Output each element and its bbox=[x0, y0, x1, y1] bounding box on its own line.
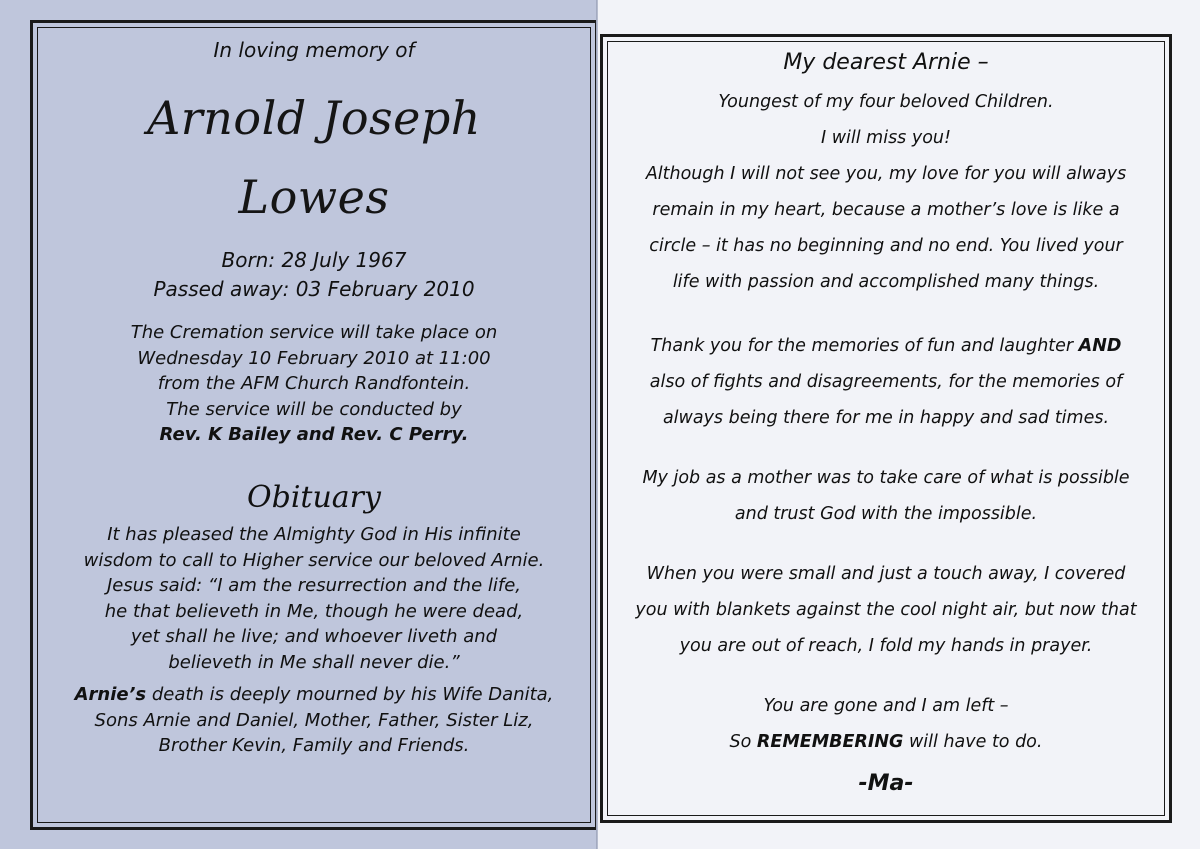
deceased-first-names: Arnold Joseph bbox=[147, 91, 481, 145]
closing2-end: will have to do. bbox=[903, 732, 1043, 752]
letter-line: you are out of reach, I fold my hands in prayer. bbox=[679, 636, 1093, 656]
letter-line: circle – it has no beginning and no end. You lived your bbox=[649, 236, 1123, 256]
letter-line: I will miss you! bbox=[820, 128, 952, 148]
service-line: The Cremation service will take place on bbox=[130, 322, 498, 343]
letter-paragraph-3 bbox=[610, 460, 1162, 532]
letter-greeting: My dearest Arnie – bbox=[783, 50, 989, 75]
right-page bbox=[598, 0, 1200, 849]
mourned-name: Arnie’s bbox=[74, 684, 147, 705]
letter-line: Although I will not see you, my love for you will always bbox=[645, 164, 1127, 184]
letter-line: remain in my heart, because a mother’s love is like a bbox=[652, 200, 1120, 220]
obituary-line: he that believeth in Me, though he were dead, bbox=[104, 600, 524, 622]
memory-intro: In loving memory of bbox=[213, 38, 415, 62]
obituary-line: yet shall he live; and whoever liveth and bbox=[130, 626, 498, 648]
letter-line: life with passion and accomplished many things. bbox=[672, 272, 1100, 292]
letter-line bbox=[610, 328, 1162, 364]
birth-date: Born: 28 July 1967 bbox=[221, 248, 407, 272]
closing2-start: So bbox=[729, 732, 757, 752]
mourned-by bbox=[40, 682, 588, 759]
obituary-heading: Obituary bbox=[247, 480, 381, 515]
service-line: The service will be conducted by bbox=[166, 398, 462, 420]
obituary-line: It has pleased the Almighty God in His infinite bbox=[107, 524, 521, 545]
mourned-line: Brother Kevin, Family and Friends. bbox=[158, 735, 470, 757]
service-line: Wednesday 10 February 2010 at 11:00 bbox=[137, 347, 491, 369]
mourned-rest: death is deeply mourned by his Wife Danita, bbox=[146, 684, 554, 705]
life-dates bbox=[40, 246, 588, 304]
obituary-line: wisdom to call to Higher service our beloved Arnie. bbox=[83, 549, 545, 571]
obituary-line: believeth in Me shall never die.” bbox=[168, 651, 460, 673]
letter-line: always being there for me in happy and sad times. bbox=[662, 408, 1110, 428]
letter-line: My job as a mother was to take care of what is possible bbox=[642, 468, 1130, 488]
letter-paragraph-4 bbox=[610, 556, 1162, 664]
closing-line: You are gone and I am left – bbox=[763, 696, 1009, 716]
mourned-line bbox=[40, 682, 588, 708]
obituary-line: Jesus said: “I am the resurrection and the life, bbox=[106, 575, 521, 597]
service-details bbox=[40, 320, 588, 448]
obituary-text bbox=[40, 522, 588, 676]
letter-closing bbox=[610, 688, 1162, 760]
letter-paragraph-2 bbox=[610, 328, 1162, 436]
letter-line: When you were small and just a touch away, I covered bbox=[646, 564, 1126, 584]
para2-and: AND bbox=[1078, 336, 1122, 356]
closing-line bbox=[610, 724, 1162, 760]
ministers: Rev. K Bailey and Rev. C Perry. bbox=[159, 424, 469, 446]
letter-line: and trust God with the impossible. bbox=[734, 504, 1038, 524]
service-line: from the AFM Church Randfontein. bbox=[157, 373, 471, 395]
letter-line: also of fights and disagreements, for the memories of bbox=[649, 372, 1123, 392]
letter-paragraph-1 bbox=[610, 84, 1162, 300]
closing2-bold: REMEMBERING bbox=[756, 732, 904, 752]
left-page bbox=[0, 0, 598, 849]
letter-line: Youngest of my four beloved Children. bbox=[718, 92, 1054, 112]
letter-line: you with blankets against the cool night air, but now that bbox=[635, 600, 1137, 620]
mourned-line: Sons Arnie and Daniel, Mother, Father, Sister Liz, bbox=[94, 709, 534, 731]
deceased-surname: Lowes bbox=[238, 170, 390, 224]
para2-start: Thank you for the memories of fun and laughter bbox=[650, 336, 1079, 356]
death-date: Passed away: 03 February 2010 bbox=[153, 277, 475, 301]
signature: -Ma- bbox=[858, 771, 914, 796]
